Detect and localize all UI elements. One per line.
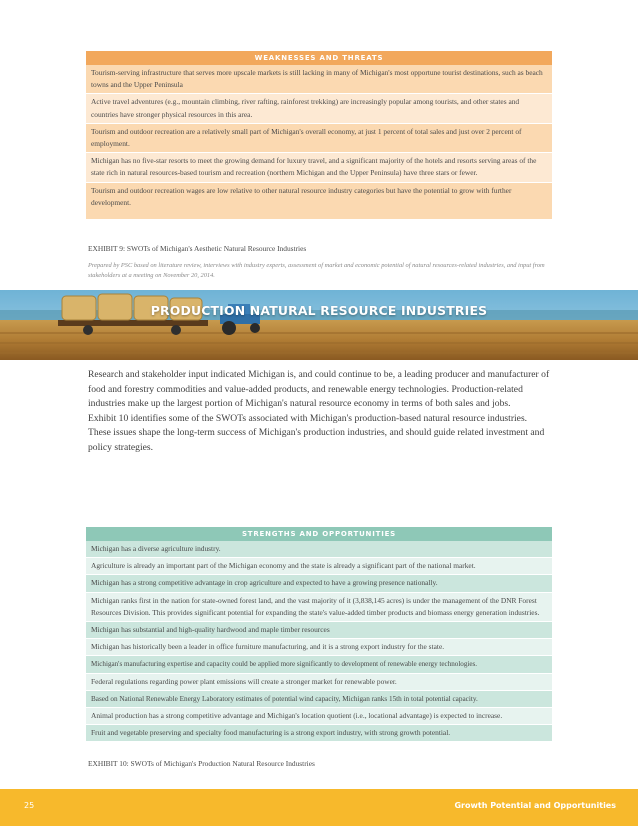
weaknesses-threats-table [86, 51, 552, 220]
table-header: WEAKNESSES AND THREATS [86, 51, 552, 65]
page-footer [0, 789, 638, 826]
exhibit-9-caption: EXHIBIT 9: SWOTs of Michigan's Aesthetic Natural Resource Industries [88, 244, 307, 253]
table-row: Animal production has a strong competitive advantage and Michigan's location quotient (i.e., locational advantage) is expected to increase. [86, 708, 552, 725]
table-row: Michigan has historically been a leader in office furniture manufacturing, and it is a strong export industry for the state. [86, 639, 552, 656]
table-row: Agriculture is already an important part of the Michigan economy and the state is already a significant part of the national market. [86, 558, 552, 575]
body-paragraph: Exhibit 10 identifies some of the SWOTs associated with Michigan's production-based natural resource industries. These issues shape the long-term success of Michigan's production industries, and should guide related investment and policy strategies. [88, 412, 545, 453]
table-row: Fruit and vegetable preserving and specialty food manufacturing is a strong export industry, with strong growth potential. [86, 725, 552, 742]
table-row: Michigan ranks first in the nation for state-owned forest land, and the vast majority of it (3,838,145 acres) is under the management of the DNR Forest Resources Division. This provides significant potential for expanding the state's value-added timber products and biomass energy generation industries. [86, 593, 552, 622]
footer-section-name: Growth Potential and Opportunities [454, 801, 616, 810]
strengths-opportunities-table [86, 527, 552, 742]
table-header: STRENGTHS AND OPPORTUNITIES [86, 527, 552, 541]
table-row: Federal regulations regarding power plant emissions will create a stronger market for renewable power. [86, 674, 552, 691]
page-number: 25 [24, 801, 35, 810]
table-row: Tourism-serving infrastructure that serves more upscale markets is still lacking in many of Michigan's most opportune tourist destinations, such as beach towns and the Upper Peninsula [86, 65, 552, 94]
farm-field-image [0, 290, 638, 360]
table-row: Michigan has substantial and high-quality hardwood and maple timber resources [86, 622, 552, 639]
table-row: Michigan has no five-star resorts to meet the growing demand for luxury travel, and a significant majority of the hotels and resorts serving areas of the state rich in natural resources-based tourism and recreation (northern Michigan and the Upper Peninsula) have three stars or fewer. [86, 153, 552, 182]
table-row: Active travel adventures (e.g., mountain climbing, river rafting, rainforest trekking) are increasingly popular among tourists, and other states and countries have stronger physical resources in this area. [86, 94, 552, 123]
table-row: Tourism and outdoor recreation wages are low relative to other natural resource industry categories but have the potential to grow with further development. [86, 183, 552, 220]
section-body [88, 368, 550, 456]
table-row: Michigan has a diverse agriculture industry. [86, 541, 552, 558]
exhibit-9-source: Prepared by PSC based on literature review, interviews with industry experts, assessment of market and economic potential of natural resources-related industries, and input from stakeholders at a meeting on November 20, 2014. [88, 262, 545, 279]
table-row: Based on National Renewable Energy Laboratory estimates of potential wind capacity, Michigan ranks 15th in total potential capacity. [86, 691, 552, 708]
section-title: PRODUCTION NATURAL RESOURCE INDUSTRIES [150, 303, 488, 318]
body-paragraph: Research and stakeholder input indicated Michigan is, and could continue to be, a leading producer and manufacturer of food and forestry commodities and value-added products, and renewable energy technologies. Production-related industries make up the largest portion of Michigan's natural resource economy in terms of both sales and jobs. [88, 369, 550, 410]
section-banner [0, 290, 638, 360]
table-row: Michigan has a strong competitive advantage in crop agriculture and expected to have a growing presence nationally. [86, 575, 552, 592]
table-row: Tourism and outdoor recreation are a relatively small part of Michigan's overall economy, at just 1 percent of total sales and just over 2 percent of employment. [86, 124, 552, 153]
table-row: Michigan's manufacturing expertise and capacity could be applied more significantly to development of renewable energy technologies. [86, 656, 552, 673]
exhibit-10-caption: EXHIBIT 10: SWOTs of Michigan's Production Natural Resource Industries [88, 759, 315, 768]
